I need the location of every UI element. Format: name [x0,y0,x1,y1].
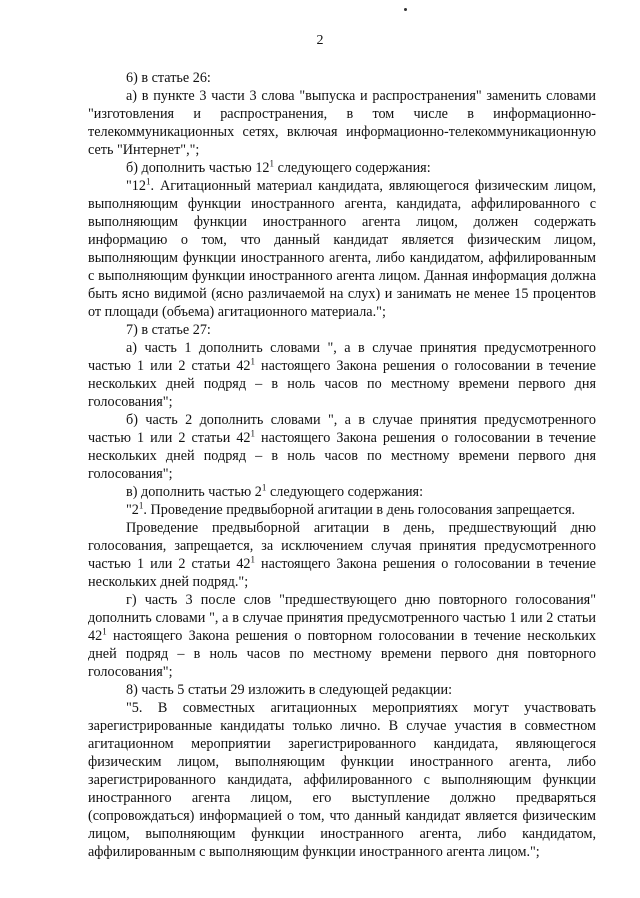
paragraph: а) в пункте 3 части 3 слова "выпуска и распространения" заменить словами "изготовления и распространения, в том числе в информационно-телекоммуникационных сетях, включая информационно-телекоммуникационную сеть "Интернет","; [88,88,596,158]
page-number: 2 [316,33,324,48]
paragraph: "$2^1$. Проведение предвыборной агитации в день голосования запрещается. [126,500,576,518]
scan-speck [404,8,407,11]
paragraph: "$12^1$. Агитационный материал кандидата, являющегося физическим лицом, выполняющим функции иностранного агента, кандидата, аффилированного с выполняющим функции иностранного агента лицом, должен содержать информацию о том, что данный кандидат является физическим лицом, выполняющим функции иностранного агента, либо кандидатом, аффилированным с выполняющим функции иностранного агента лицом. Данная информация должна быть ясно видимой (ясно различаемой на слух) и занимать не менее 15 процентов от площади (объема) агитационного материала."; [88,176,596,320]
paragraph: б) часть 2 дополнить словами ", а в случае принятия предусмотренного частью 1 или 2 статьи $42^1$ настоящего Закона решения о голосовании в течение нескольких дней подряд – в ноль часов по местному времени первого дня голосования"; [88,412,596,482]
paragraph: 8) часть 5 статьи 29 изложить в следующей редакции: [126,682,453,698]
paragraph: Проведение предвыборной агитации в день, предшествующий дню голосования, запрещается, за исключением случая принятия предусмотренного частью 1 или 2 статьи $42^1$ настоящего Закона решения о голосовании в течение нескольких дней подряд."; [88,520,596,590]
paragraph: г) часть 3 после слов "предшествующего дню повторного голосования" дополнить словами ", а в случае принятия предусмотренного частью 1 или 2 статьи $42^1$ настоящего Закона решения о повторном голосовании в течение нескольких дней подряд – в ноль часов по местному времени первого дня повторного голосования"; [88,592,596,680]
paragraph: б) дополнить частью $12^1$ следующего содержания: [126,158,431,176]
paragraph: а) часть 1 дополнить словами ", а в случае принятия предусмотренного частью 1 или 2 статьи $42^1$ настоящего Закона решения о голосовании в течение нескольких дней подряд – в ноль часов по местному времени первого дня голосования"; [88,340,596,410]
paragraph: "5. В совместных агитационных мероприятиях могут участвовать зарегистрированные кандидаты только лично. В случае участия в совместном агитационном мероприятии зарегистрированного кандидата, являющегося физическим лицом, выполняющим функции иностранного агента, либо зарегистрированного кандидата, аффилированного с выполняющим функции иностранного агента лицом, его выступление должно предваряться (сопровождаться) информацией о том, что данный кандидат является физическим лицом, выполняющим функции иностранного агента, либо кандидатом, аффилированным с выполняющим функции иностранного агента лицом."; [88,700,596,860]
paragraph: 7) в статье 27: [126,322,211,338]
document-body [88,69,596,861]
paragraph: 6) в статье 26: [126,70,211,86]
paragraph: в) дополнить частью $2^1$ следующего содержания: [126,482,424,500]
